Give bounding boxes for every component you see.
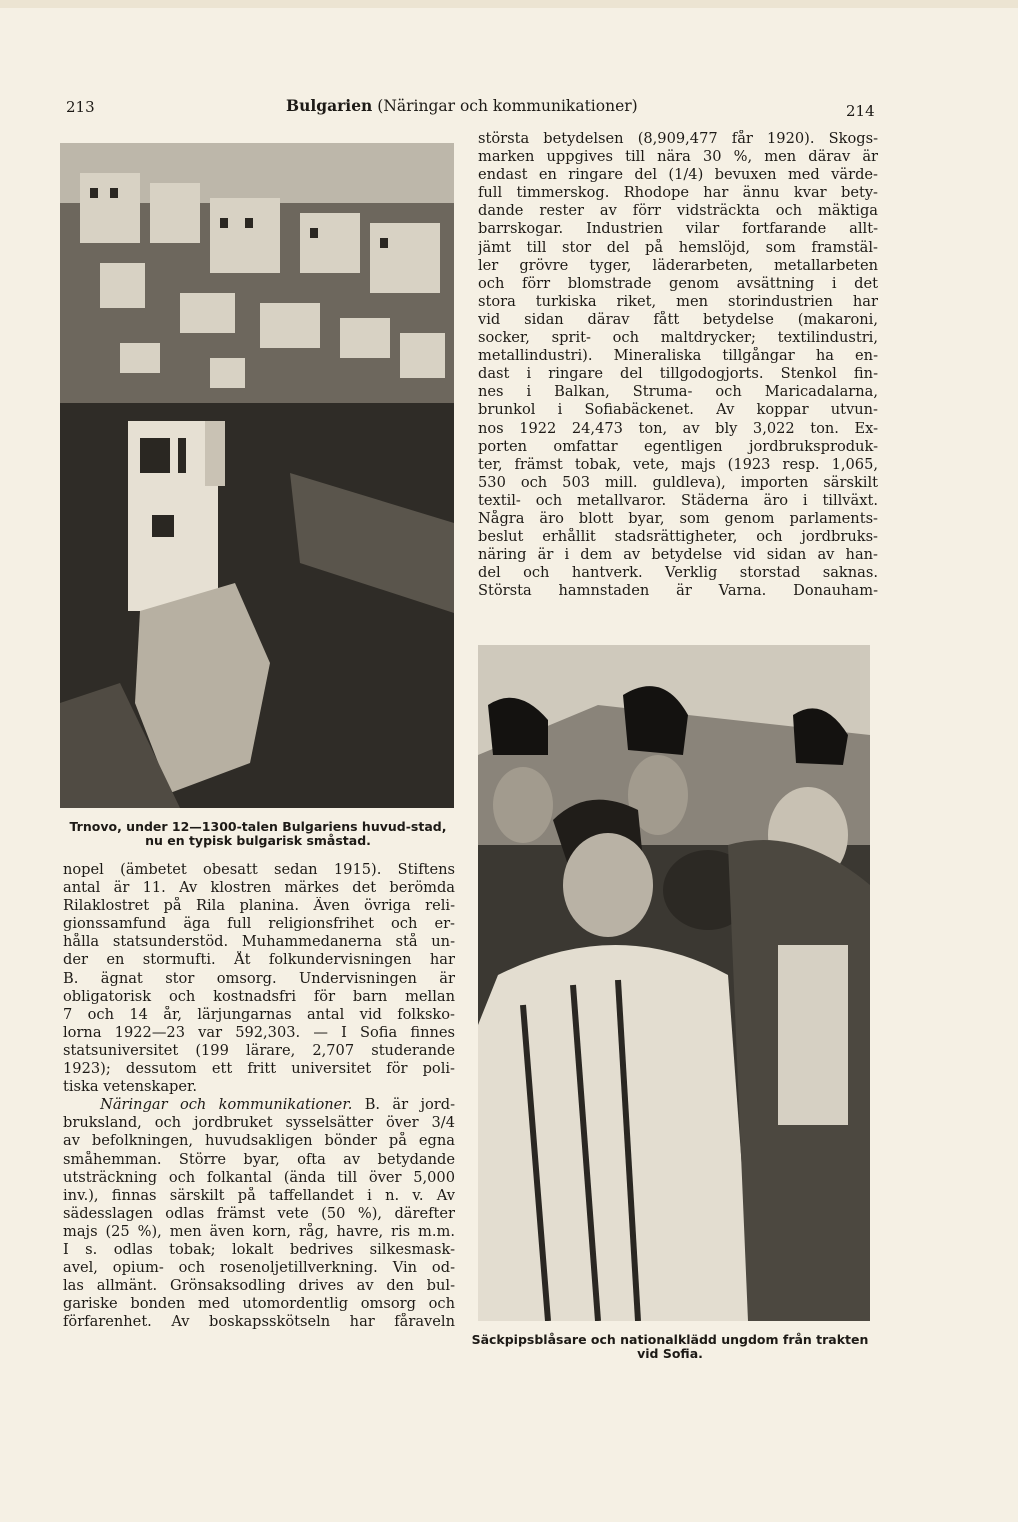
text-line: brunkol i Sofiabäckenet. Av koppar utvun- — [478, 401, 878, 419]
text-line: största betydelsen (8,909,477 får 1920). Skogs- — [478, 130, 878, 147]
text-line: beslut erhållit stadsrättigheter, och jordbruks- — [478, 528, 878, 546]
text-line: bruksland, och jordbruket sysselsätter över 3/4 — [63, 1114, 455, 1132]
right-column-text — [478, 130, 878, 600]
page-number-left: 213 — [66, 98, 95, 116]
text-line: 530 och 503 mill. guldleva), importen särskilt — [478, 473, 878, 491]
text-line: del och hantverk. Verklig storstad saknas. — [478, 564, 878, 582]
text-line: nes i Balkan, Struma- och Maricadalarna, — [478, 383, 878, 401]
page-number-right: 214 — [846, 102, 875, 120]
text-line: Rilaklostret på Rila planina. Även övriga reli- — [63, 897, 455, 915]
text-line: jämt till stor del på hemslöjd, som framstäl- — [478, 238, 878, 256]
text-line: porten omfattar egentligen jordbruksproduk- — [478, 437, 878, 455]
text-line: sädesslagen odlas främst vete (50 %), därefter — [63, 1204, 455, 1222]
text-line: obligatorisk och kostnadsfri för barn mellan — [63, 987, 455, 1005]
text-line: avel, opium- och rosenoljetillverkning. Vin od- — [63, 1259, 455, 1277]
text-line: socker, sprit- och maltdrycker; textilindustri, — [478, 329, 878, 347]
text-line: gariske bonden med utomordentlig omsorg och — [63, 1295, 455, 1313]
text-line: marken uppgives till nära 30 %, men därav är — [478, 148, 878, 166]
bagpipe-caption: Säckpipsblåsare och nationalklädd ungdom från trakten vid Sofia. — [471, 1332, 869, 1361]
running-title-rest: (Näringar och kommunikationer) — [377, 97, 638, 115]
text-line: barrskogar. Industrien vilar fortfarande allt- — [478, 220, 878, 238]
text-line: småhemman. Större byar, ofta av betydande — [63, 1150, 455, 1168]
text-line: näring är i dem av betydelse vid sidan av han- — [478, 546, 878, 564]
text-line: 1923); dessutom ett fritt universitet för poli- — [63, 1060, 455, 1078]
text-line: utsträckning och folkantal (ända till över 5,000 — [63, 1168, 455, 1186]
section-first-line — [63, 1096, 455, 1114]
text-line: lorna 1922—23 var 592,303. — I Sofia finnes — [63, 1023, 455, 1041]
text-line: der en stormufti. Åt folkundervisningen har — [63, 951, 455, 969]
text-line: antal är 11. Av klostren märkes det berömda — [63, 879, 455, 897]
text-line: B. ägnat stor omsorg. Undervisningen är — [63, 969, 455, 987]
text-line: statsuniversitet (199 lärare, 2,707 studerande — [63, 1041, 455, 1059]
running-title-bold: Bulgarien — [286, 96, 373, 115]
text-line: hålla statsunderstöd. Muhammedanerna stå un- — [63, 933, 455, 951]
section-heading: Näringar och kommunikationer. — [100, 1096, 353, 1114]
text-line: gionssamfund äga full religionsfrihet och er- — [63, 915, 455, 933]
text-line: las allmänt. Grönsaksodling drives av den bul- — [63, 1277, 455, 1295]
text-line: nopel (ämbetet obesatt sedan 1915). Stiftens — [63, 861, 455, 878]
text-line: och förr blomstrade genom avsättning i det — [478, 274, 878, 292]
text-line: ter, främst tobak, vete, majs (1923 resp. 1,065, — [478, 455, 878, 473]
trnovo-caption: Trnovo, under 12—1300-talen Bulgariens huvud-stad, nu en typisk bulgarisk småstad. — [69, 819, 447, 848]
running-title — [286, 96, 638, 115]
text-line: inv.), finnas särskilt på taffellandet i n. v. Av — [63, 1186, 455, 1204]
text-line: av befolkningen, huvudsakligen bönder på egna — [63, 1132, 455, 1150]
text-line: full timmerskog. Rhodope har ännu kvar bety- — [478, 184, 878, 202]
text-line: vid sidan därav fått betydelse (makaroni, — [478, 310, 878, 328]
page-edge — [0, 0, 1018, 8]
text-line: dast i ringare del tillgodogjorts. Stenkol fin- — [478, 365, 878, 383]
text-line: majs (25 %), men även korn, råg, havre, ris m.m. — [63, 1222, 455, 1240]
text-line: dande rester av förr vidsträckta och mäktiga — [478, 202, 878, 220]
trnovo-photo-drawing — [60, 143, 454, 808]
left-column-text — [63, 861, 455, 1331]
bagpipe-youth-photo-drawing — [478, 645, 870, 1321]
text-line: I s. odlas tobak; lokalt bedrives silkesmask- — [63, 1240, 455, 1258]
text-line: förfarenhet. Av boskapsskötseln har fåraveln — [63, 1313, 455, 1331]
text-line: Några äro blott byar, som genom parlaments- — [478, 509, 878, 527]
bagpipe-youth-photo — [478, 645, 870, 1321]
text-line: endast en ringare del (1/4) bevuxen med värde- — [478, 166, 878, 184]
text-line: stora turkiska riket, men storindustrien har — [478, 292, 878, 310]
section-line-start: B. är jord- — [364, 1096, 455, 1114]
text-line: ler grövre tyger, läderarbeten, metallarbeten — [478, 256, 878, 274]
text-line: Största hamnstaden är Varna. Donauham- — [478, 582, 878, 600]
text-line: 7 och 14 år, lärjungarnas antal vid folksko- — [63, 1005, 455, 1023]
text-line: metallindustri). Mineraliska tillgångar ha en- — [478, 347, 878, 365]
text-line: nos 1922 24,473 ton, av bly 3,022 ton. Ex- — [478, 419, 878, 437]
text-line: textil- och metallvaror. Städerna äro i tillväxt. — [478, 491, 878, 509]
trnovo-photo — [60, 143, 454, 808]
text-line: tiska vetenskaper. — [63, 1078, 198, 1096]
